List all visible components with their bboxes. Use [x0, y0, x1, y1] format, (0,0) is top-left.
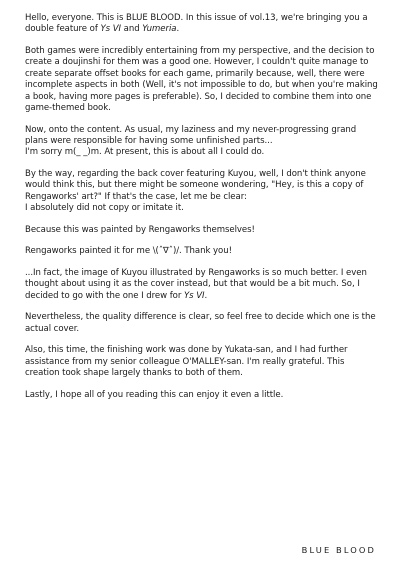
text-run: Also, this time, the finishing work was done by Yukata-san, and I had further assistance from my senior colleague O'MALLEY-san. I'm really grateful. This creation took shape largely thanks to both of them. [25, 345, 348, 379]
paragraph [25, 312, 378, 335]
paragraph [25, 246, 378, 257]
paragraph [25, 125, 378, 159]
italic-title: Ys VI [184, 290, 205, 301]
paragraph [25, 169, 378, 215]
text-run: . [176, 24, 180, 35]
paragraph [25, 225, 378, 236]
text-run: and [121, 24, 143, 35]
text-run: . [204, 290, 208, 301]
text-run: Hello, everyone. This is BLUE BLOOD. In this issue of vol.13, we're bringing you a double feature of [25, 13, 368, 35]
italic-title: Ys VI [100, 24, 121, 35]
text-run: Rengaworks painted it for me \(ˆ∇ˆ)/. Thank you! [25, 246, 232, 257]
paragraph [25, 46, 378, 114]
afterword-body [25, 13, 378, 401]
paragraph [25, 13, 378, 36]
text-run: ...In fact, the image of Kuyou illustrated by Rengaworks is so much better. I even thought about using it as the cover instead, but that would be a bit much. So, I decided to go with the one I drew for [25, 268, 367, 301]
text-run: Now, onto the content. As usual, my laziness and my never-progressing grand plans were responsible for having some unfinished parts... I'm sorry m(_ _)m. At present, this is about all I could do. [25, 124, 357, 158]
text-run: Both games were incredibly entertaining from my perspective, and the decision to create a doujinshi for them was a good one. However, I couldn't quite manage to create separate offset books for each game, primarily because, well, there were incomplete aspects in both (Well, it's not impossible to do, but when you're making a book, having more pages is preferable). So, I decided to combine them into one game-themed book. [25, 46, 378, 114]
text-run: Lastly, I hope all of you reading this can enjoy it even a little. [25, 389, 284, 400]
text-run: By the way, regarding the back cover featuring Kuyou, well, I don't think anyone would think this, but there might be someone wondering, "Hey, is this a copy of Rengaworks' art?" If that's the case, let me be clear: I absolutely did not copy or imitate it. [25, 169, 366, 214]
paragraph [25, 390, 378, 401]
paragraph [25, 268, 378, 302]
text-run: Nevertheless, the quality difference is clear, so feel free to decide which one is the actual cover. [25, 312, 376, 334]
signature: BLUE BLOOD [301, 545, 376, 555]
paragraph [25, 345, 378, 379]
text-run: Because this was painted by Rengaworks themselves! [25, 224, 255, 235]
italic-title: Yumeria [142, 24, 177, 35]
